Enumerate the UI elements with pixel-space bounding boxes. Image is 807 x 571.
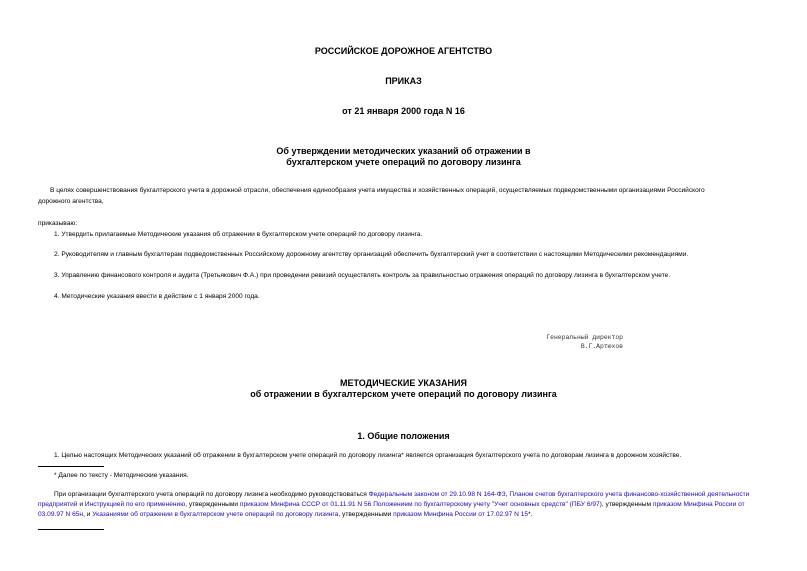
agency-heading: РОССИЙСКОЕ ДОРОЖНОЕ АГЕНТСТВО [314,46,493,56]
order-title-line-2: бухгалтерском учете операций по договору лизинга [286,157,521,167]
order-word: приказываю: [38,220,78,227]
section-1-title: 1. Общие положения [357,431,450,441]
order-date-number: от 21 января 2000 года N 16 [342,106,465,116]
guidelines-paragraph-2 [38,490,770,520]
link-pbu-6-97[interactable]: Положением по бухгалтерскому учету "Учет основных средств" (ПБУ 6/97) [373,501,602,508]
p2-text-2: , [505,491,510,498]
signature-name: В.Г.Артюхов [580,343,623,350]
link-minfin-ussr-order-56[interactable]: приказом Минфина СССР от 01.11.91 N 56 [239,501,372,508]
footnote-separator-2 [38,529,104,530]
preamble-line-1: В целях совершенствования бухгалтерского учета в дорожной отрасли, обеспечения единообразия учета имущества и хозяйственных операций, осуществляемых подведомственными организациями Российского [50,187,705,194]
link-federal-law-164[interactable]: Федеральным законом от 29.10.98 N 164-ФЗ [368,491,506,498]
link-minfin-order-65n[interactable]: приказом Минфина России от 03.09.97 N 65н [38,501,745,518]
p2-text-6: , утвержденным [601,501,653,508]
order-item-4: 4. Методические указания ввести в действие с 1 января 2000 года. [54,293,260,300]
guidelines-title: МЕТОДИЧЕСКИЕ УКАЗАНИЯ [340,378,467,388]
order-title-line-1: Об утверждении методических указаний об отражении в [276,146,531,156]
p2-text-1: При организации бухгалтерского учета операций по договору лизинга необходимо руководствоваться [54,491,369,498]
p2-text-9: *. [528,511,533,518]
order-item-1: 1. Утвердить прилагаемые Методические указания об отражении в бухгалтерском учете операций по договору лизинга. [54,231,423,238]
link-leasing-instructions[interactable]: Указаниями об отражении в бухгалтерском учете операций по договору лизинга [92,511,339,518]
guidelines-paragraph-1: 1. Целью настоящих Методических указаний об отражении в бухгалтерском учете операций по договору лизинга* является организация бухгалтерского учета по договорам лизинга в дорожном хозяйстве. [54,452,682,459]
link-instruction[interactable]: Инструкцией по его применению [84,501,186,508]
signature-position: Генеральный директор [546,334,623,341]
footnote-separator [38,466,104,467]
preamble-line-2: дорожного агентства, [38,198,104,205]
link-minfin-order-15[interactable]: приказом Минфина России от 17.02.97 N 15 [393,511,529,518]
link-chart-of-accounts[interactable]: Планом счетов бухгалтерского учета финансово-хозяйственной деятельности предприятий [38,491,750,508]
order-item-2: 2. Руководителям и главным бухгалтерам подведомственных Российскому дорожному агентству организаций обеспечить бухгалтерский учет в соответствии с настоящими Методическими рекомендациями. [54,251,689,258]
p2-text-8: , утвержденными [338,511,394,518]
order-item-3: 3. Управлению финансового контроля и аудита (Третьякович Ф.А.) при проведении ревизий осуществлять контроль за правильностью отражения операций по договору лизинга в бухгалтерском учете. [54,272,671,279]
p2-text-7: , и [83,511,93,518]
p2-text-4: , утвержденными [185,501,240,508]
doc-type-heading: ПРИКАЗ [385,76,422,86]
p2-text-3: и [77,501,85,508]
footnote-text: * Далее по тексту - Методические указания. [54,472,189,479]
guidelines-subtitle: об отражении в бухгалтерском учете операций по договору лизинга [250,389,557,399]
